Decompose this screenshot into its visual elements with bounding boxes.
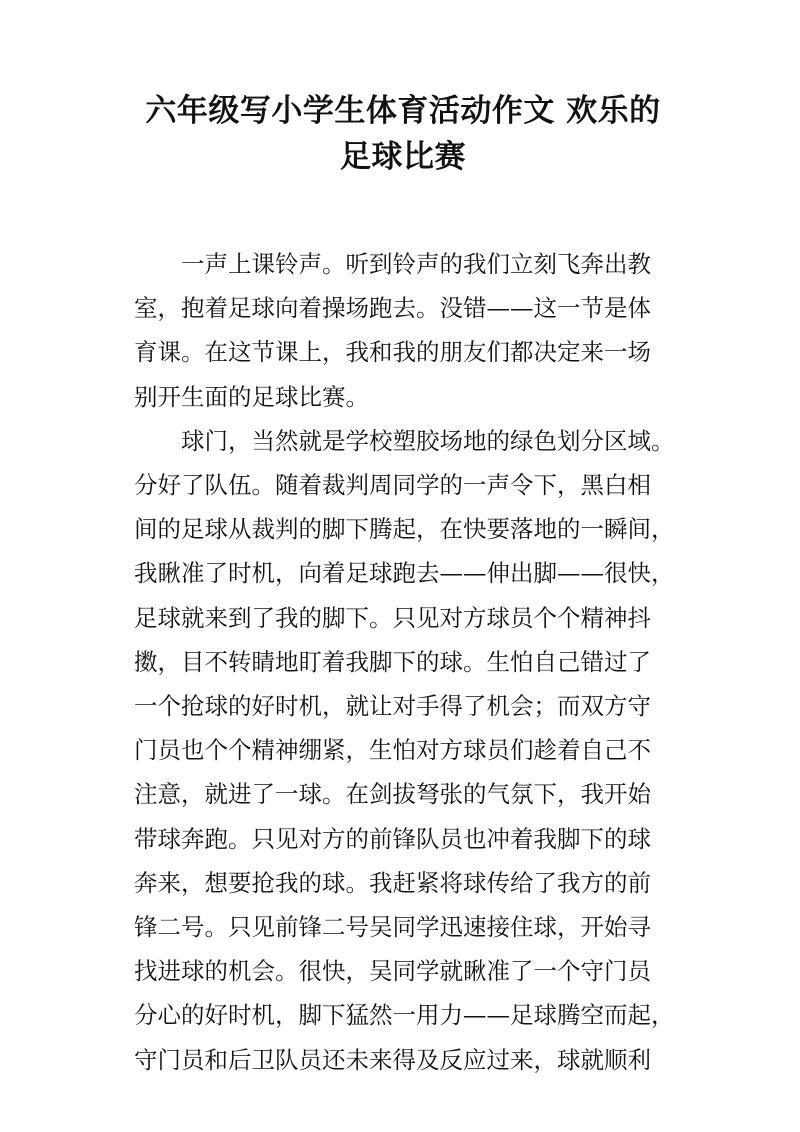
text-line: 球门，当然就是学校塑胶场地的绿色划分区域。 — [181, 426, 675, 455]
text-line: 足球就来到了我的脚下。只见对方球员个个精神抖 — [134, 603, 651, 632]
text-line: 分心的好时机，脚下猛然一用力——足球腾空而起， — [134, 1001, 675, 1030]
text-line: 一个抢球的好时机，就让对手得了机会；而双方守 — [134, 692, 651, 721]
text-line: 锋二号。只见前锋二号吴同学迅速接住球，开始寻 — [134, 913, 651, 942]
text-line: 分好了队伍。随着裁判周同学的一声令下，黑白相 — [134, 471, 651, 500]
text-line: 别开生面的足球比赛。 — [134, 382, 369, 411]
text-line: 我瞅准了时机，向着足球跑去——伸出脚——很快， — [134, 559, 675, 588]
document-title — [134, 88, 672, 180]
text-line: 找进球的机会。很快，吴同学就瞅准了一个守门员 — [134, 957, 651, 986]
text-line: 带球奔跑。只见对方的前锋队员也冲着我脚下的球 — [134, 824, 651, 853]
text-line: 注意，就进了一球。在剑拔弩张的气氛下，我开始 — [134, 780, 651, 809]
paragraph-2 — [134, 419, 675, 1082]
text-line: 擞，目不转睛地盯着我脚下的球。生怕自己错过了 — [134, 647, 651, 676]
text-line: 守门员和后卫队员还未来得及反应过来，球就顺利 — [134, 1045, 651, 1074]
article-body — [134, 242, 675, 1082]
text-line: 一声上课铃声。听到铃声的我们立刻飞奔出教 — [181, 250, 651, 278]
title-line: 六年级写小学生体育活动作文 欢乐的 — [145, 93, 661, 129]
title-line: 足球比赛 — [340, 139, 466, 175]
text-line: 室，抱着足球向着操场跑去。没错——这一节是体 — [134, 294, 651, 323]
text-line: 奔来，想要抢我的球。我赶紧将球传给了我方的前 — [134, 868, 651, 897]
text-line: 育课。在这节课上，我和我的朋友们都决定来一场 — [134, 338, 651, 367]
text-line: 门员也个个精神绷紧，生怕对方球员们趁着自己不 — [134, 736, 651, 765]
paragraph-1 — [134, 242, 672, 419]
text-line: 间的足球从裁判的脚下腾起，在快要落地的一瞬间， — [134, 515, 675, 544]
